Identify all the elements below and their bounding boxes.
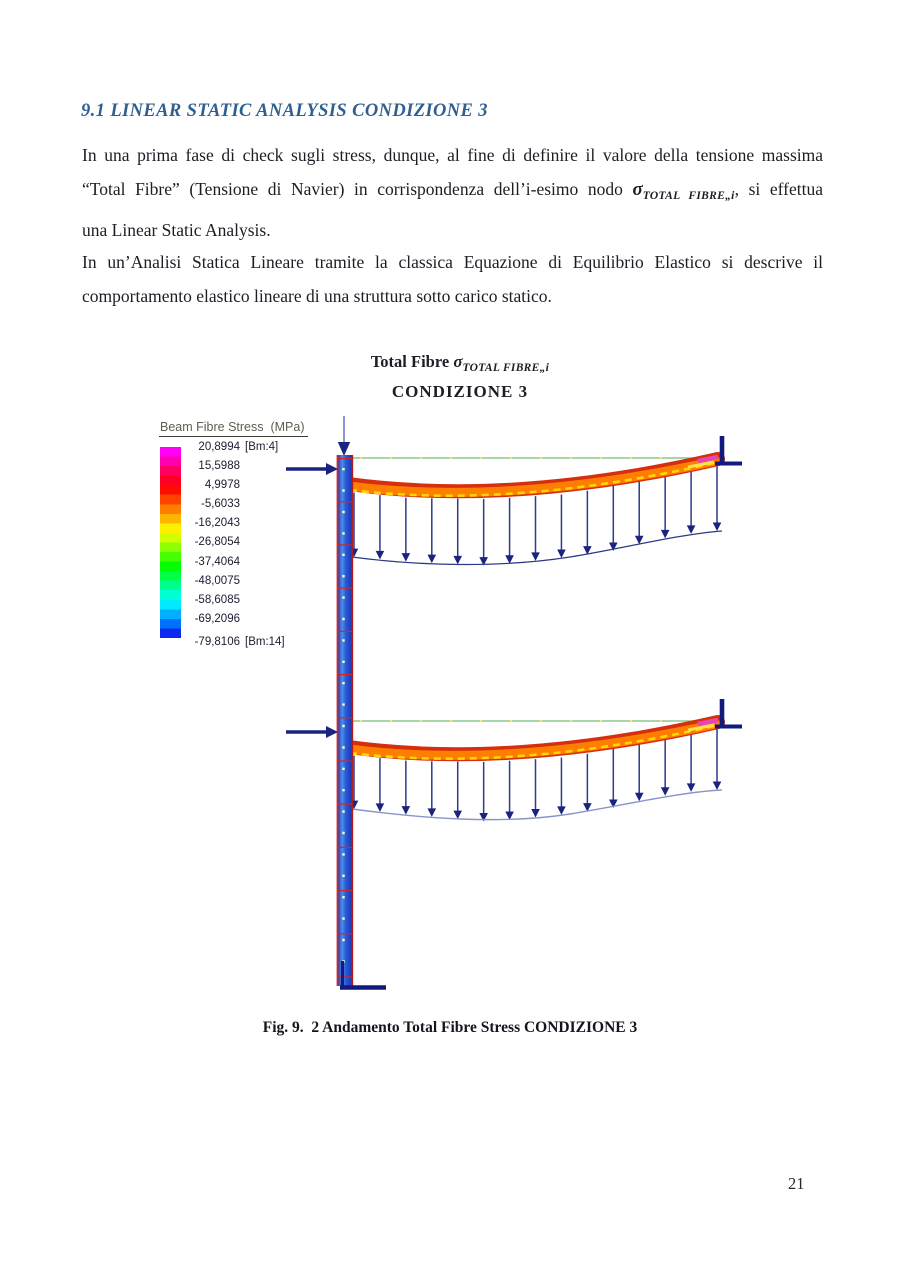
lower-load-arrows xyxy=(350,729,722,821)
load-arrow-head xyxy=(661,530,670,539)
upper-load-arrows xyxy=(350,466,722,566)
figure-subtitle: CONDIZIONE 3 xyxy=(391,382,529,401)
sigma-symbol: σ xyxy=(632,179,643,200)
legend-label: 15,5988 xyxy=(198,460,240,473)
legend-label: -26,8054 xyxy=(194,536,240,549)
legend-label: -16,2043 xyxy=(194,517,240,530)
load-arrow-head xyxy=(635,793,644,802)
horizontal-force-arrow-upper-icon xyxy=(286,463,338,475)
horizontal-force-arrow-lower-icon xyxy=(286,726,338,738)
legend-label: -79,8106 [Bm:14] xyxy=(194,635,285,648)
structure-drawing xyxy=(150,410,760,1010)
paragraph-line: In un’Analisi Statica Lineare tramite la classica Equazione di Equilibrio Elastico si descrive il xyxy=(82,252,823,272)
load-arrow-head xyxy=(557,806,566,815)
sigma-subscript: TOTAL FIBRE„i xyxy=(462,362,550,374)
sigma-subscript: TOTAL FIBRE„i xyxy=(642,190,735,202)
load-arrow-head xyxy=(427,808,436,817)
vertical-force-arrow-icon xyxy=(338,416,350,456)
load-arrow-head xyxy=(479,813,488,822)
paragraph-line: In una prima fase di check sugli stress, dunque, al fine di definire il valore della tensione massima xyxy=(82,145,823,165)
load-arrow-head xyxy=(661,787,670,796)
legend-label: 4,9978 xyxy=(204,479,240,492)
load-arrow-head xyxy=(713,523,722,532)
legend-title: Beam Fibre Stress (MPa) xyxy=(159,420,308,437)
legend-label: -5,6033 xyxy=(200,498,240,511)
sigma-symbol: σ xyxy=(453,352,463,371)
load-arrow-head xyxy=(402,553,411,562)
fem-plot xyxy=(150,410,760,1010)
load-arrow-head xyxy=(687,525,696,534)
load-arrow-head xyxy=(713,782,722,791)
figure-title: Total Fibre $\sigma_{TOTAL FIBRE„i}$ xyxy=(370,352,550,374)
load-arrow-head xyxy=(557,549,566,558)
legend-label: -69,2096 xyxy=(194,612,240,625)
upper-beam xyxy=(349,457,718,496)
upper-load-envelope xyxy=(352,531,722,565)
paragraph-1 xyxy=(82,138,823,247)
column xyxy=(337,455,354,986)
section-heading: 9.1 LINEAR STATIC ANALYSIS CONDIZIONE 3 xyxy=(81,101,488,121)
paragraph-line-with-formula: “Total Fibre” (Tensione di Navier) in corrispondenza dell’i-esimo nodo $\sigma_{TOTAL FIBRE„i}$, si effettua xyxy=(82,179,823,202)
page-number: 21 xyxy=(788,1174,805,1193)
load-arrow-head xyxy=(505,555,514,564)
legend-label: -48,0075 xyxy=(194,574,240,587)
paragraph-line: comportamento elastico lineare di una struttura sotto carico statico. xyxy=(82,286,552,306)
load-arrow-head xyxy=(453,556,462,565)
figure-caption: Fig. 9. 2 Andamento Total Fibre Stress CONDIZIONE 3 xyxy=(262,1019,638,1036)
paragraph-line: una Linear Static Analysis. xyxy=(82,220,271,240)
lower-beam xyxy=(349,720,718,759)
load-arrow-head xyxy=(531,809,540,818)
load-arrow-head xyxy=(402,806,411,815)
load-arrow-head xyxy=(427,555,436,564)
load-arrow-head xyxy=(531,552,540,561)
legend-label: -58,6085 xyxy=(194,593,240,606)
paragraph-2 xyxy=(82,245,823,313)
load-arrow-head xyxy=(687,783,696,792)
legend-label: -37,4064 xyxy=(194,555,240,568)
legend-label: 20,8994 [Bm:4] xyxy=(198,441,279,453)
lower-load-envelope xyxy=(352,790,722,820)
load-arrow-head xyxy=(376,551,385,560)
load-arrow-head xyxy=(376,803,385,812)
